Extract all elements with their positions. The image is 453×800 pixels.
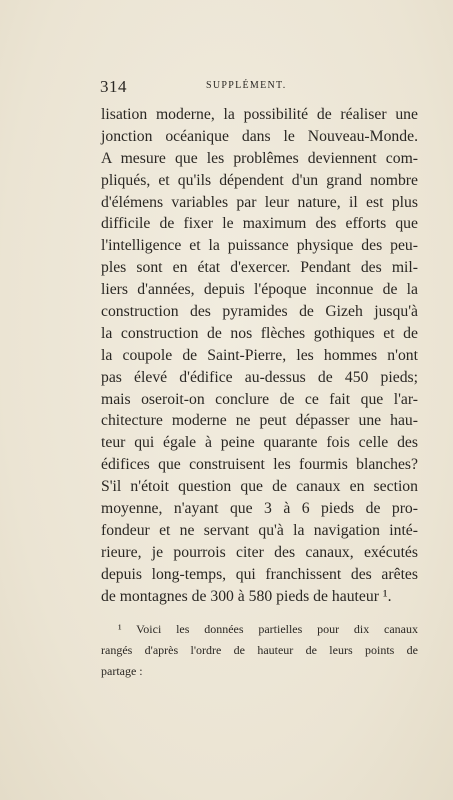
body-line: lisation moderne, la possibilité de réaliser une — [101, 106, 418, 123]
body-line: édifices que construisent les fourmis blanches? — [101, 456, 418, 474]
body-line: jonction océanique dans le Nouveau-Monde. — [101, 127, 418, 145]
body-line: moyenne, n'ayant que 3 à 6 pieds de pro- — [101, 500, 418, 518]
body-line: la construction de nos flèches gothiques et de — [101, 324, 418, 342]
footnote-line: ¹ Voici les données partielles pour dix canaux — [118, 622, 418, 636]
body-line: difficile de fixer le maximum des efforts que — [101, 215, 418, 233]
footnotes — [101, 619, 418, 682]
body-line: construction des pyramides de Gizeh jusqu'à — [101, 303, 418, 321]
body-line: mais oseroit-on conclure de ce fait que l'ar- — [101, 390, 418, 408]
body-line: A mesure que les problêmes deviennent com- — [101, 149, 418, 167]
running-head: SUPPLÉMENT. — [206, 80, 287, 91]
body-line: depuis long-temps, qui franchissent des arêtes — [101, 565, 418, 583]
body-line: pliqués, et qu'ils dépendent d'un grand nombre — [101, 171, 418, 189]
body-text — [101, 104, 418, 607]
page-number: 314 — [100, 77, 127, 96]
body-line: teur qui égale à peine quarante fois celle des — [101, 434, 418, 452]
body-line: liers d'années, depuis l'époque inconnue de la — [101, 281, 418, 299]
body-line: de montagnes de 300 à 580 pieds de hauteur ¹. — [101, 587, 392, 605]
body-line: ples sont en état d'exercer. Pendant des mil- — [101, 259, 418, 277]
body-line: la coupole de Saint-Pierre, les hommes n'ont — [101, 346, 418, 364]
page-header — [100, 77, 420, 97]
body-line: pas élevé d'édifice au-dessus de 450 pieds; — [101, 368, 418, 386]
body-line: l'intelligence et la puissance physique des peu- — [101, 237, 418, 255]
footnote-line: rangés d'après l'ordre de hauteur de leurs points de — [101, 643, 418, 657]
body-line: chitecture moderne ne peut dépasser une hau- — [101, 412, 418, 430]
body-line: d'élémens variables par leur nature, il est plus — [101, 193, 418, 211]
body-line: fondeur et ne servant qu'à la navigation inté- — [101, 521, 418, 539]
body-line: S'il n'étoit question que de canaux en section — [101, 478, 418, 496]
footnote-line: partage : — [101, 664, 143, 678]
body-line: rieure, je pourrois citer des canaux, exécutés — [101, 543, 418, 561]
